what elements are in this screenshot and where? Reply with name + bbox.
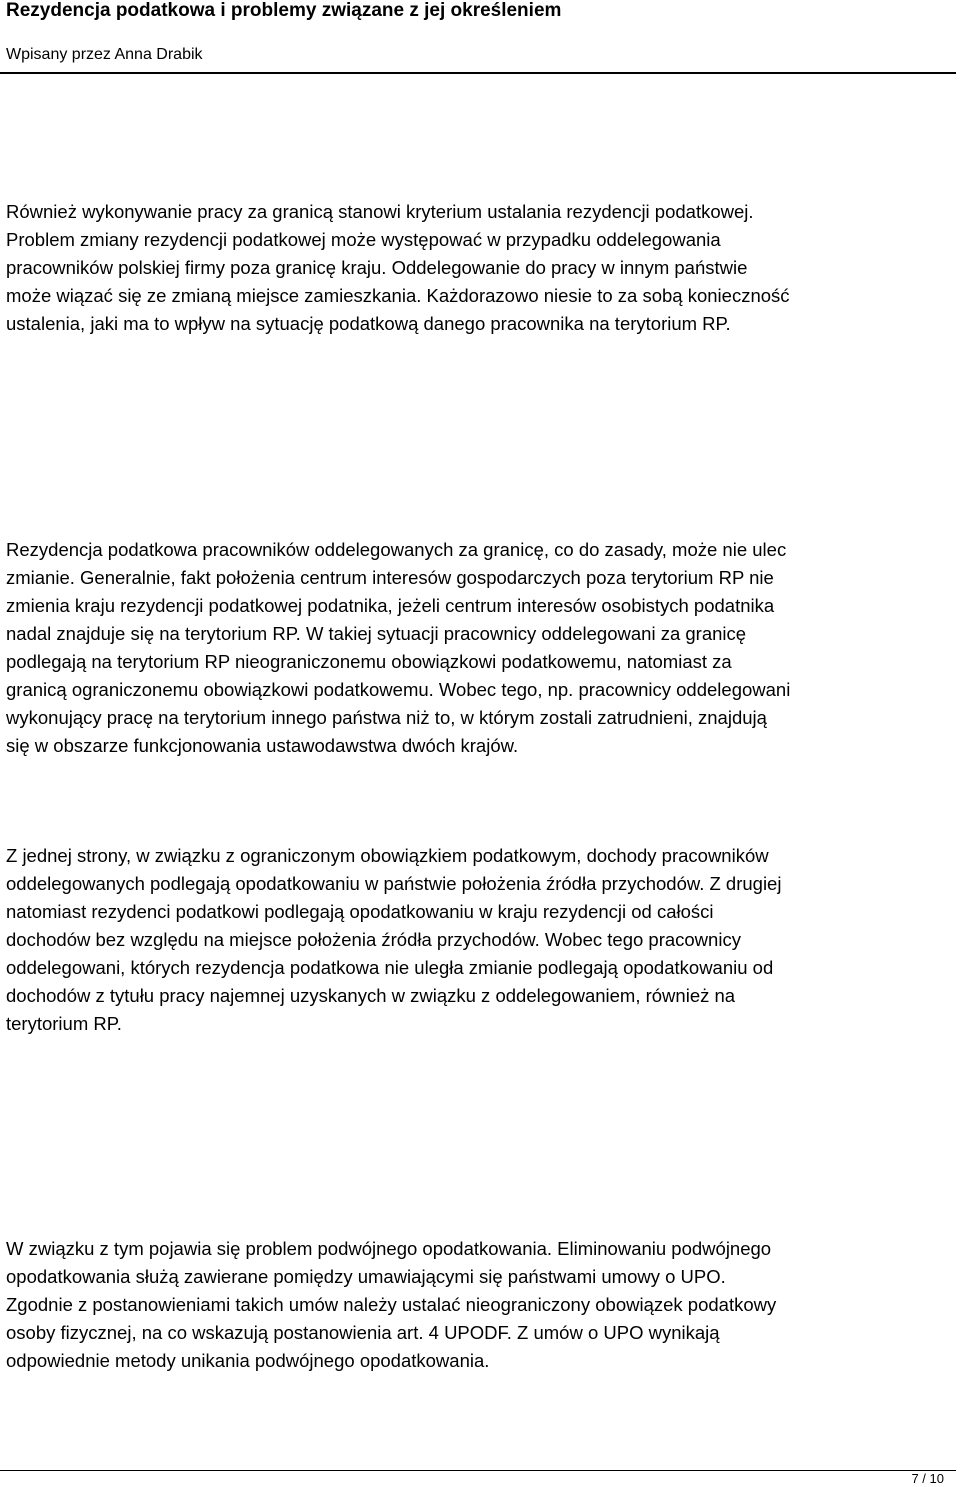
text-line: ustalenia, jaki ma to wpływ na sytuację podatkową danego pracownika na terytorium RP. — [6, 313, 731, 334]
page-number: 7 / 10 — [911, 1471, 944, 1486]
paragraph-4 — [6, 1235, 958, 1375]
paragraph-2 — [6, 536, 958, 760]
text-line: oddelegowanych podlegają opodatkowaniu w państwie położenia źródła przychodów. Z drugiej — [6, 873, 782, 894]
text-line: może wiązać się ze zmianą miejsce zamieszkania. Każdorazowo niesie to za sobą konieczność — [6, 285, 790, 306]
paragraph-3 — [6, 842, 958, 1038]
text-line: opodatkowania służą zawierane pomiędzy umawiającymi się państwami umowy o UPO. — [6, 1266, 726, 1287]
page-title: Rezydencja podatkowa i problemy związane z jej określeniem — [6, 0, 562, 21]
text-line: odpowiednie metody unikania podwójnego opodatkowania. — [6, 1350, 490, 1371]
text-line: terytorium RP. — [6, 1013, 122, 1034]
text-line: Z jednej strony, w związku z ograniczonym obowiązkiem podatkowym, dochody pracowników — [6, 845, 769, 866]
text-line: natomiast rezydenci podatkowi podlegają opodatkowaniu w kraju rezydencji od całości — [6, 901, 714, 922]
text-line: Rezydencja podatkowa pracowników oddelegowanych za granicę, co do zasady, może nie ulec — [6, 539, 787, 560]
header-divider — [0, 72, 956, 74]
text-line: oddelegowani, których rezydencja podatkowa nie uległa zmianie podlegają opodatkowaniu od — [6, 957, 774, 978]
text-line: pracowników polskiej firmy poza granicę kraju. Oddelegowanie do pracy w innym państwie — [6, 257, 748, 278]
text-line: granicą ograniczonemu obowiązkowi podatkowemu. Wobec tego, np. pracownicy oddelegowani — [6, 679, 791, 700]
text-line: dochodów bez względu na miejsce położenia źródła przychodów. Wobec tego pracownicy — [6, 929, 741, 950]
text-line: się w obszarze funkcjonowania ustawodawstwa dwóch krajów. — [6, 735, 519, 756]
text-line: zmienia kraju rezydencji podatkowej podatnika, jeżeli centrum interesów osobistych podatnika — [6, 595, 775, 616]
text-line: wykonujący pracę na terytorium innego państwa niż to, w którym zostali zatrudnieni, znajdują — [6, 707, 767, 728]
footer-divider — [0, 1470, 956, 1471]
text-line: Również wykonywanie pracy za granicą stanowi kryterium ustalania rezydencji podatkowej. — [6, 201, 754, 222]
text-line: Zgodnie z postanowieniami takich umów należy ustalać nieograniczony obowiązek podatkowy — [6, 1294, 777, 1315]
text-line: podlegają na terytorium RP nieograniczonemu obowiązkowi podatkowemu, natomiast za — [6, 651, 732, 672]
text-line: Problem zmiany rezydencji podatkowej może występować w przypadku oddelegowania — [6, 229, 721, 250]
text-line: dochodów z tytułu pracy najemnej uzyskanych w związku z oddelegowaniem, również na — [6, 985, 736, 1006]
text-line: W związku z tym pojawia się problem podwójnego opodatkowania. Eliminowaniu podwójnego — [6, 1238, 772, 1259]
text-line: nadal znajduje się na terytorium RP. W takiej sytuacji pracownicy oddelegowani za granicę — [6, 623, 747, 644]
author-line: Wpisany przez Anna Drabik — [6, 46, 203, 63]
text-line: zmianie. Generalnie, fakt położenia centrum interesów gospodarczych poza terytorium RP nie — [6, 567, 774, 588]
paragraph-1 — [6, 198, 958, 338]
text-line: osoby fizycznej, na co wskazują postanowienia art. 4 UPODF. Z umów o UPO wynikają — [6, 1322, 720, 1343]
